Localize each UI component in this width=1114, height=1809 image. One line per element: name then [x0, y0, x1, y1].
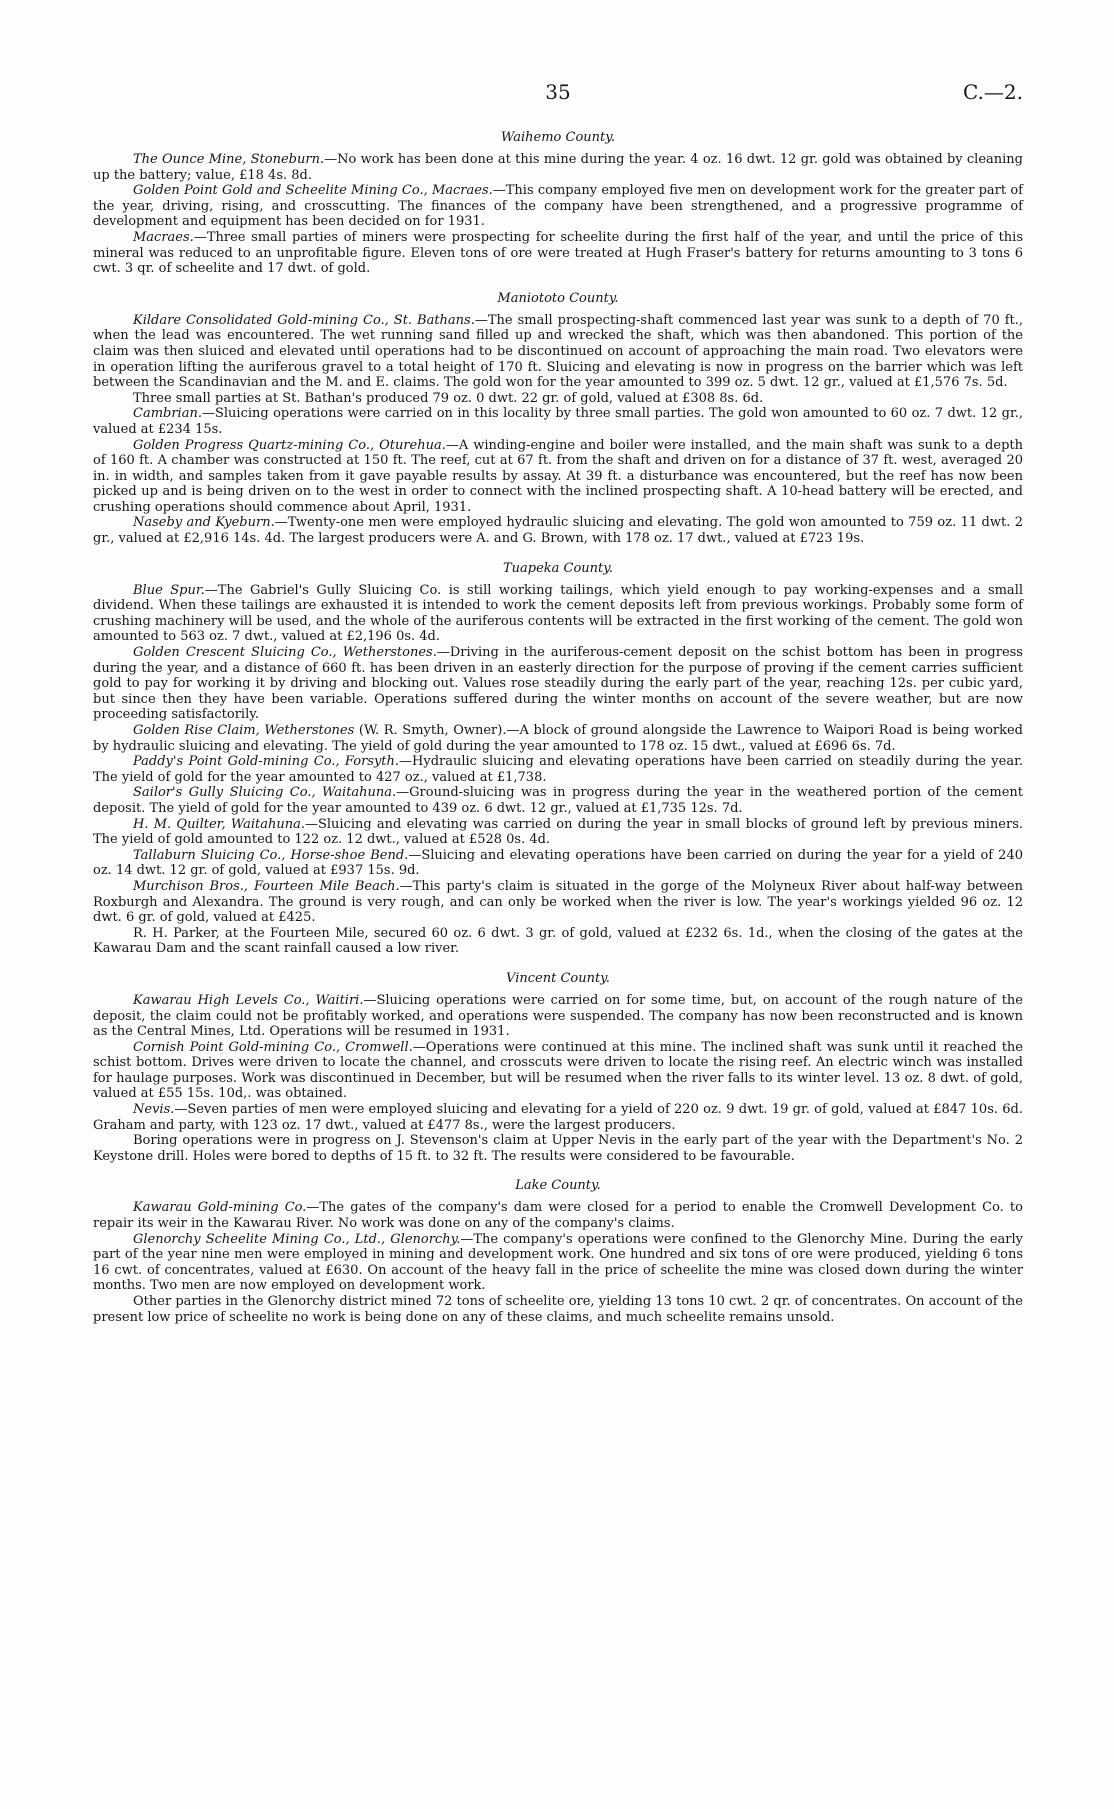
mine-name: Cornish Point Gold-mining Co., Cromwell. [133, 1039, 413, 1055]
report-paragraph [93, 926, 1023, 957]
section-title: Tuapeka County. [502, 560, 614, 576]
report-paragraph [93, 406, 1023, 437]
section-title: Maniototo County. [497, 290, 619, 306]
paragraph-text: —Sluicing and elevating was carried on during the year in small blocks of ground left by previous miners. The yield of gold amounted to 122 oz. 12 dwt., valued at £528 0s. 4d. [93, 816, 1023, 848]
mine-name: Nevis. [133, 1102, 175, 1118]
paragraph-text: R. H. Parker, at the Fourteen Mile, secured 60 oz. 6 dwt. 3 gr. of gold, valued at £232 6s. 1d., when the closing of the gates at the Kawarau Dam and the scant rainfall caused a low river. [93, 925, 1023, 957]
paragraph-text: —Sluicing operations were carried on for some time, but, on account of the rough nature of the deposit, the claim could not be profitably worked, and operations were suspended. The company has now been reconstructed and is known as the Central Mines, Ltd. Operations will be resumed in 1931. [93, 992, 1023, 1040]
paragraph-text: —No work has been done at this mine during the year. 4 oz. 16 dwt. 12 gr. gold was obtained by cleaning up the battery; value, £18 4s. 8d. [93, 152, 1023, 183]
report-paragraph [93, 152, 1023, 183]
report-body [93, 130, 1023, 1325]
report-paragraph [93, 848, 1023, 879]
county-section [93, 130, 1023, 277]
report-paragraph [93, 754, 1023, 785]
section-title: Waihemo County. [501, 130, 615, 145]
paragraph-text: —Twenty-one men were employed hydraulic sluicing and elevating. The gold won amounted to 759 oz. 11 dwt. 2 gr., valued at £2,916 14s. 4d. The largest producers were A. and G. Brown, with 178 oz. 17 dwt., valued at £723 19s. [93, 515, 1023, 547]
county-section [93, 1178, 1023, 1325]
paragraph-text: —Sluicing operations were carried on in this locality by three small parties. The gold won amounted to 60 oz. 7 dwt. 12 gr., valued at £234 15s. [93, 406, 1023, 437]
report-paragraph [93, 993, 1023, 1040]
paragraph-text: —The gates of the company's dam were closed for a period to enable the Cromwell Development Co. to repair its weir in the Kawarau River. No work was done on any of the company's claims. [93, 1200, 1023, 1232]
section-title: Vincent County. [506, 970, 610, 986]
report-paragraph [93, 313, 1023, 391]
paragraph-text: (W. R. Smyth, Owner).—A block of ground alongside the Lawrence to Waipori Road is being worked by hydraulic sluicing and elevating. The yield of gold during the year amounted to 178 oz. 15 dwt., valued at £696 6s. 7d. [93, 723, 1024, 754]
paragraph-text: Boring operations were in progress on J. Stevenson's claim at Upper Nevis in the early part of the year with the Department's No. 2 Keystone drill. Holes were bored to depths of 15 ft. to 32 ft. The results were considered to be favourable. [93, 1133, 1023, 1164]
mine-name: Naseby and Kyeburn. [133, 515, 275, 531]
report-paragraph [93, 879, 1023, 926]
report-paragraph [93, 1200, 1023, 1231]
report-paragraph [93, 1133, 1023, 1164]
mine-name: Tallaburn Sluicing Co., Horse-shoe Bend. [133, 847, 409, 863]
mine-name: Murchison Bros., Fourteen Mile Beach. [133, 878, 400, 894]
mine-name: Cambrian. [133, 406, 202, 422]
section-title: Lake County. [515, 1178, 601, 1194]
report-paragraph [93, 183, 1023, 230]
paragraph-text: —Three small parties of miners were prospecting for scheelite during the first half of the year, and until the price of this mineral was reduced to an unprofitable figure. Eleven tons of ore were treated at Hugh Fraser's battery for returns amounting to 3 tons 6 cwt. 3 qr. of scheelite and 17 dwt. of gold. [93, 229, 1023, 277]
mine-name: Kildare Consolidated Gold-mining Co., St. Bathans. [133, 312, 475, 328]
paragraph-text: —Hydraulic sluicing and elevating operations have been carried on steadily during the year. The yield of gold for the year amounted to 427 oz., valued at £1,738. [93, 754, 1023, 785]
mine-name: Kawarau High Levels Co., Waitiri. [133, 992, 364, 1008]
mine-name: Golden Point Gold and Scheelite Mining Co., Macraes. [133, 183, 493, 199]
mine-name: Sailor's Gully Sluicing Co., Waitahuna. [133, 785, 397, 801]
report-paragraph [93, 645, 1023, 723]
paragraph-text: —Sluicing and elevating operations have been carried on during the year for a yield of 240 oz. 14 dwt. 12 gr. of gold, valued at £937 15s. 9d. [93, 847, 1023, 879]
report-paragraph [93, 723, 1023, 754]
paragraph-text: —This company employed five men on development work for the greater part of the year, driving, rising, and crosscutting. The finances of the company have been strengthened, and a progressive programme of development and equipment has been decided on for 1931. [93, 183, 1023, 230]
mine-name: Paddy's Point Gold-mining Co., Forsyth. [133, 754, 400, 770]
report-paragraph [93, 785, 1023, 816]
paragraph-text: —Ground-sluicing was in progress during the year in the weathered portion of the cement deposit. The yield of gold for the year amounted to 439 oz. 6 dwt. 12 gr., valued at £1,735 12s. 7d. [93, 785, 1023, 816]
paragraph-text: —Driving in the auriferous-cement deposit on the schist bottom has been in progress during the year, and a distance of 660 ft. has been driven in an easterly direction for the purpose of proving if the cement carries sufficient gold to pay for working it by driving and blocking out. Values rose steadily during the early part of the year, reaching 12s. per cubic yard, but since then they have been variable. Operations suffered during the winter months on account of the severe weather, but are now proceeding satisfactorily. [93, 645, 1023, 723]
mine-name: The Ounce Mine, Stoneburn. [133, 152, 325, 167]
report-paragraph [93, 391, 1023, 407]
mine-name: H. M. Quilter, Waitahuna. [133, 816, 305, 832]
paragraph-text: —The company's operations were confined to the Glenorchy Mine. During the early part of the year nine men were employed in mining and development work. One hundred and six tons of ore were produced, yielding 6 tons 16 cwt. of concentrates, valued at £630. On account of the heavy fall in the price of scheelite the mine was closed down during the winter months. Two men are now employed on development work. [93, 1231, 1023, 1294]
paragraph-text: —A winding-engine and boiler were installed, and the main shaft was sunk to a depth of 160 ft. A chamber was constructed at 150 ft. The reef, cut at 67 ft. from the shaft and driven on for a distance of 37 ft. west, averaged 20 in. in width, and samples taken from it gave payable results by assay. At 39 ft. a disturbance was encountered, but the reef has now been picked up and is being driven on to the west in order to connect with the inclined prospecting shaft. A 10-head battery will be erected, and crushing operations should commence about April, 1931. [93, 437, 1023, 515]
report-paragraph [93, 515, 1023, 546]
document-reference: C.—2. [962, 80, 1023, 104]
paragraph-text: Other parties in the Glenorchy district mined 72 tons of scheelite ore, yielding 13 tons 10 cwt. 2 qr. of concentrates. On account of the present low price of scheelite no work is being done on any of these claims, and much scheelite remains unsold. [93, 1294, 1023, 1325]
page-number: 35 [545, 80, 571, 104]
paragraph-text: Three small parties at St. Bathan's produced 79 oz. 0 dwt. 22 gr. of gold, valued at £308 8s. 6d. [133, 390, 764, 406]
county-section [93, 291, 1023, 547]
document-page [93, 0, 1023, 1325]
mine-name: Golden Progress Quartz-mining Co., Oturehua. [133, 437, 446, 453]
mine-name: Kawarau Gold-mining Co. [133, 1200, 307, 1216]
paragraph-text: —Seven parties of men were employed sluicing and elevating for a yield of 220 oz. 9 dwt. 19 gr. of gold, valued at £847 10s. 6d. Graham and party, with 123 oz. 17 dwt., valued at £477 8s., were the largest producers. [93, 1102, 1023, 1133]
county-section [93, 561, 1023, 957]
paragraph-text: —The small prospecting-shaft commenced last year was sunk to a depth of 70 ft., when the lead was encountered. The wet running sand filled up and wrecked the shaft, which was then abandoned. This portion of the claim was then sluiced and elevated until operations had to be discontinued on account of approaching the main road. Two elevators were in operation lifting the auriferous gravel to a total height of 170 ft. Sluicing and elevating is now in progress on the barrier which was left between the Scandinavian and the M. and E. claims. The gold won for the year amounted to 399 oz. 5 dwt. 12 gr., valued at £1,576 7s. 5d. [93, 312, 1023, 391]
report-paragraph [93, 583, 1023, 645]
report-paragraph [93, 1040, 1023, 1102]
paragraph-text: —This party's claim is situated in the gorge of the Molyneux River about half-way between Roxburgh and Alexandra. The ground is very rough, and can only be worked when the river is low. The year's workings yielded 96 oz. 12 dwt. 6 gr. of gold, valued at £425. [93, 878, 1023, 926]
paragraph-text: —Operations were continued at this mine. The inclined shaft was sunk until it reached the schist bottom. Drives were driven to locate the channel, and crosscuts were driven to locate the rising reef. An electric winch was installed for haulage purposes. Work was discontinued in December, but will be resumed when the river falls to its winter level. 13 oz. 8 dwt. of gold, valued at £55 15s. 10d,. was obtained. [93, 1039, 1023, 1102]
county-section [93, 971, 1023, 1165]
mine-name: Glenorchy Scheelite Mining Co., Ltd., Glenorchy. [133, 1231, 461, 1247]
report-paragraph [93, 1294, 1023, 1325]
mine-name: Macraes. [133, 229, 194, 245]
page-header [93, 0, 1023, 110]
mine-name: Golden Crescent Sluicing Co., Wetherstones. [133, 645, 437, 661]
report-paragraph [93, 1102, 1023, 1133]
mine-name: Blue Spur. [133, 582, 205, 598]
report-paragraph [93, 817, 1023, 848]
mine-name: Golden Rise Claim, Wetherstones [133, 723, 355, 738]
report-paragraph [93, 1232, 1023, 1294]
paragraph-text: —The Gabriel's Gully Sluicing Co. is still working tailings, which yield enough to pay working-expenses and a small dividend. When these tailings are exhausted it is intended to work the cement deposits left from previous workings. Probably some form of crushing machinery will be used, and the whole of the auriferous contents will be extracted in the first working of the cement. The gold won amounted to 563 oz. 7 dwt., valued at £2,196 0s. 4d. [93, 582, 1024, 645]
report-paragraph [93, 230, 1023, 277]
report-paragraph [93, 438, 1023, 516]
